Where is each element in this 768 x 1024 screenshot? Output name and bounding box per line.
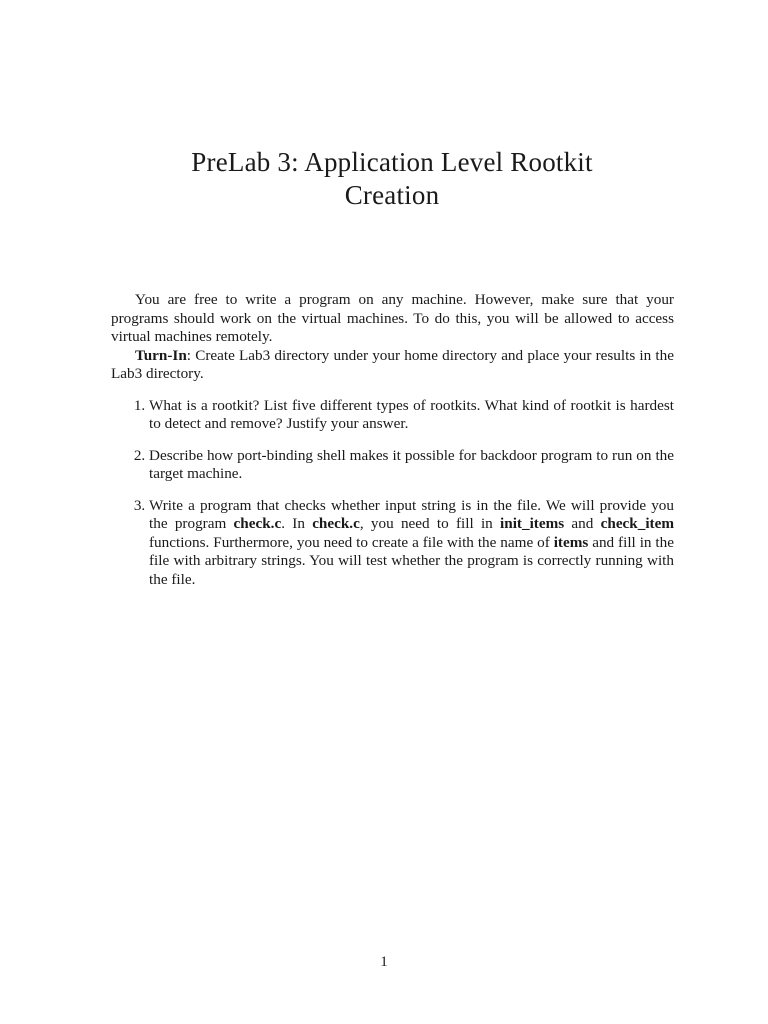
- question-3-text-e: functions. Furthermore, you need to create a file with the name of: [149, 533, 554, 551]
- question-1-text: What is a rootkit? List five different types of rootkits. What kind of rootkit is hardest to detect and remove? Justify your answer.: [149, 396, 674, 432]
- turnin-text: : Create Lab3 directory under your home directory and place your results in the Lab3 directory.: [111, 346, 674, 382]
- document-body: [111, 291, 674, 602]
- question-3-text-d: and: [564, 515, 601, 532]
- document-title: [110, 146, 674, 212]
- check-c-ref-1: check.c: [233, 515, 282, 532]
- question-3-text-f: and fill in the file with arbitrary strings. You will test whether the program is correctly running with the file.: [149, 533, 674, 588]
- question-3-text-b: . In: [281, 515, 313, 532]
- question-2-text: Describe how port-binding shell makes it possible for backdoor program to run on the target machine.: [149, 446, 674, 482]
- page-number: 1: [380, 954, 388, 970]
- turnin-paragraph: [111, 347, 674, 384]
- init-items-ref: init_items: [500, 515, 565, 532]
- items-file-ref: items: [553, 533, 589, 551]
- check-item-ref: check_item: [600, 515, 675, 532]
- question-item-1: [149, 397, 674, 434]
- question-3-text-c: , you need to fill in: [359, 515, 501, 532]
- question-list: [111, 397, 674, 590]
- turnin-label: Turn-In: [135, 346, 187, 364]
- question-item-3: [149, 497, 674, 590]
- title-line-1: PreLab 3: Application Level Rootkit: [191, 147, 593, 177]
- title-line-2: Creation: [344, 180, 440, 210]
- check-c-ref-2: check.c: [312, 515, 360, 532]
- question-item-2: [149, 447, 674, 484]
- intro-paragraph: You are free to write a program on any machine. However, make sure that your programs should work on the virtual machines. To do this, you will be allowed to access virtual machines remotely.: [111, 291, 674, 345]
- question-3-text-a: Write a program that checks whether input string is in the file. We will provide you the program: [149, 496, 674, 532]
